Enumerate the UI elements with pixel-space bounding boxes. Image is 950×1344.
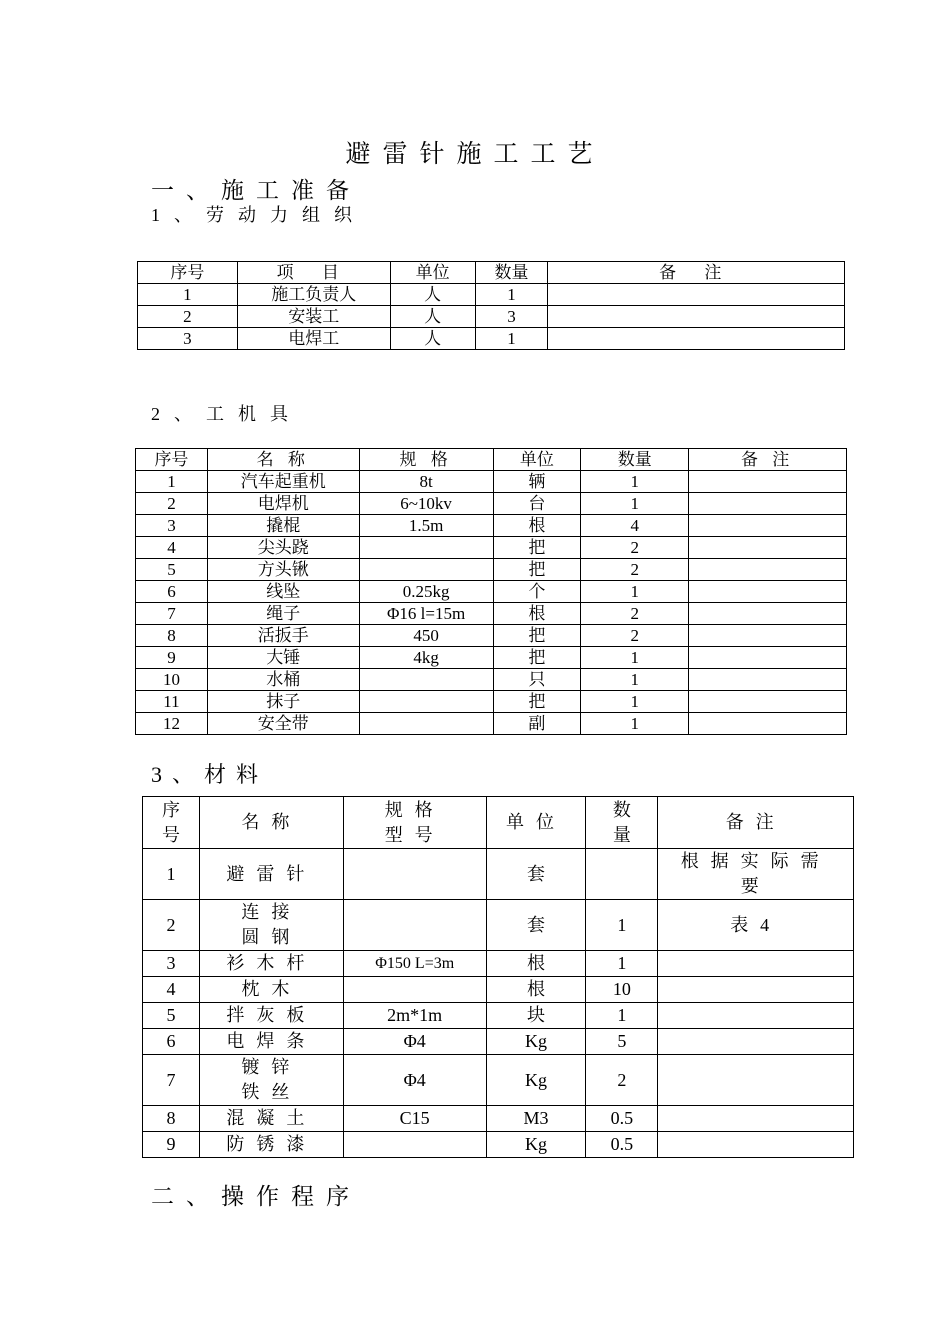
header-cell: 单位 [493,449,581,471]
table-header-row [136,449,847,471]
cell: 6 [143,1029,200,1055]
cell: 9 [143,1132,200,1158]
cell: 6 [136,581,208,603]
table-row [143,849,854,900]
subheading-materials: 3、材料 [151,762,269,787]
cell: 1 [581,581,689,603]
cell [689,647,847,669]
cell: 活扳手 [207,625,359,647]
cell: 2 [581,625,689,647]
cell: 2 [138,306,238,328]
cell: 8 [136,625,208,647]
header-cell: 规格型号 [343,797,486,849]
header-cell: 序号 [136,449,208,471]
cell: 1.5m [359,515,493,537]
cell [689,537,847,559]
cell: 2 [143,900,200,951]
cell: 8t [359,471,493,493]
table-row [143,951,854,977]
table-row [143,1055,854,1106]
cell [689,515,847,537]
cell [359,537,493,559]
cell: 1 [581,493,689,515]
cell: 根 [493,515,581,537]
cell: 1 [581,471,689,493]
cell [689,669,847,691]
cell [359,691,493,713]
cell: Φ4 [343,1029,486,1055]
cell: 电焊机 [207,493,359,515]
cell: 枕木 [199,977,343,1003]
table-row [136,559,847,581]
header-cell: 单位 [390,262,475,284]
cell: 2 [581,603,689,625]
cell [359,669,493,691]
cell: 副 [493,713,581,735]
header-cell: 备 注 [548,262,845,284]
cell: 7 [136,603,208,625]
cell [689,471,847,493]
header-cell: 名称 [199,797,343,849]
cell: M3 [486,1106,586,1132]
cell: 方头锹 [207,559,359,581]
table-row [143,1132,854,1158]
cell: 人 [390,284,475,306]
table-row [143,900,854,951]
cell: Φ16 l=15m [359,603,493,625]
cell: 1 [586,1003,658,1029]
table-row [136,647,847,669]
cell: 0.25kg [359,581,493,603]
cell: 混凝土 [199,1106,343,1132]
cell: 10 [586,977,658,1003]
table-row [136,471,847,493]
cell: 5 [586,1029,658,1055]
cell [658,951,854,977]
cell: 1 [581,691,689,713]
cell: 1 [136,471,208,493]
section-heading-preparation: 一、施工准备 [151,178,361,203]
cell: 1 [475,284,548,306]
header-cell: 备注 [658,797,854,849]
table-row [143,1029,854,1055]
labor-table [137,261,845,350]
cell: 镀锌铁丝 [199,1055,343,1106]
cell: 1 [581,713,689,735]
cell: 3 [143,951,200,977]
table-row [136,537,847,559]
cell [359,559,493,581]
table-row [136,669,847,691]
cell [658,1106,854,1132]
cell: 汽车起重机 [207,471,359,493]
cell: 1 [586,951,658,977]
header-cell: 序号 [143,797,200,849]
cell: 1 [138,284,238,306]
cell [343,900,486,951]
cell: 3 [138,328,238,350]
cell: 9 [136,647,208,669]
table-header-row [138,262,845,284]
cell: 块 [486,1003,586,1029]
header-cell: 项 目 [237,262,390,284]
cell: 台 [493,493,581,515]
cell [343,849,486,900]
cell: 3 [475,306,548,328]
cell: 施工负责人 [237,284,390,306]
subheading-labor: 1、劳动力组织 [151,205,366,225]
cell: 5 [136,559,208,581]
cell: 4 [136,537,208,559]
cell [658,977,854,1003]
cell [689,713,847,735]
table-row [138,328,845,350]
cell: 把 [493,559,581,581]
cell [343,977,486,1003]
subheading-tools: 2、工机具 [151,404,302,424]
cell: 把 [493,537,581,559]
cell: 6~10kv [359,493,493,515]
cell [548,306,845,328]
cell [689,691,847,713]
header-cell: 数量 [581,449,689,471]
cell: 撬棍 [207,515,359,537]
cell: 5 [143,1003,200,1029]
cell: 450 [359,625,493,647]
cell: 只 [493,669,581,691]
cell: 电焊工 [237,328,390,350]
cell: 1 [143,849,200,900]
cell [658,1132,854,1158]
cell: 安全带 [207,713,359,735]
cell: 套 [486,900,586,951]
table-row [136,493,847,515]
table-row [138,306,845,328]
header-cell: 单位 [486,797,586,849]
cell: Kg [486,1029,586,1055]
cell [548,284,845,306]
cell: 防锈漆 [199,1132,343,1158]
cell: 安装工 [237,306,390,328]
cell: 避雷针 [199,849,343,900]
cell: 0.5 [586,1106,658,1132]
cell [658,1055,854,1106]
cell: 1 [581,669,689,691]
table-row [136,713,847,735]
cell [359,713,493,735]
cell: 根据实际需要 [658,849,854,900]
table-row [138,284,845,306]
cell: 大锤 [207,647,359,669]
cell: 把 [493,647,581,669]
cell: 10 [136,669,208,691]
tools-table [135,448,847,735]
table-row [136,603,847,625]
table-row [136,515,847,537]
cell: 水桶 [207,669,359,691]
header-cell: 序号 [138,262,238,284]
materials-table [142,796,854,1158]
cell: Φ150 L=3m [343,951,486,977]
cell: 2 [581,559,689,581]
cell: 2m*1m [343,1003,486,1029]
cell: 尖头跷 [207,537,359,559]
header-cell: 备 注 [689,449,847,471]
cell: 1 [475,328,548,350]
cell [343,1132,486,1158]
cell: 根 [486,951,586,977]
header-cell: 数量 [586,797,658,849]
cell [658,1003,854,1029]
cell [689,581,847,603]
cell: 2 [136,493,208,515]
cell: 把 [493,691,581,713]
cell: 4 [581,515,689,537]
cell: 绳子 [207,603,359,625]
cell: 2 [586,1055,658,1106]
table-row [136,625,847,647]
cell: 抹子 [207,691,359,713]
cell [586,849,658,900]
header-cell: 名 称 [207,449,359,471]
cell: 4kg [359,647,493,669]
table-row [143,1003,854,1029]
cell: 1 [581,647,689,669]
cell [689,625,847,647]
cell [658,1029,854,1055]
cell: 7 [143,1055,200,1106]
cell [689,559,847,581]
cell: 12 [136,713,208,735]
document-title: 避雷针施工工艺 [345,141,605,168]
cell: 0.5 [586,1132,658,1158]
cell: 电焊条 [199,1029,343,1055]
cell: 3 [136,515,208,537]
cell: Kg [486,1132,586,1158]
cell: 套 [486,849,586,900]
table-row [143,977,854,1003]
table-row [143,1106,854,1132]
section-heading-procedure: 二、操作程序 [151,1184,361,1209]
cell: 表4 [658,900,854,951]
cell: 线坠 [207,581,359,603]
cell: 衫木杆 [199,951,343,977]
table-row [136,691,847,713]
cell: 1 [586,900,658,951]
table-header-row [143,797,854,849]
cell: 8 [143,1106,200,1132]
cell: 11 [136,691,208,713]
cell: 把 [493,625,581,647]
cell: 辆 [493,471,581,493]
header-cell: 数量 [475,262,548,284]
cell: C15 [343,1106,486,1132]
cell: 拌灰板 [199,1003,343,1029]
cell: 2 [581,537,689,559]
cell: 根 [493,603,581,625]
cell [689,603,847,625]
cell: 个 [493,581,581,603]
cell: 人 [390,306,475,328]
cell [548,328,845,350]
cell: Φ4 [343,1055,486,1106]
cell: 4 [143,977,200,1003]
cell: 连接圆钢 [199,900,343,951]
header-cell: 规 格 [359,449,493,471]
cell: 人 [390,328,475,350]
table-row [136,581,847,603]
cell: Kg [486,1055,586,1106]
cell: 根 [486,977,586,1003]
cell [689,493,847,515]
